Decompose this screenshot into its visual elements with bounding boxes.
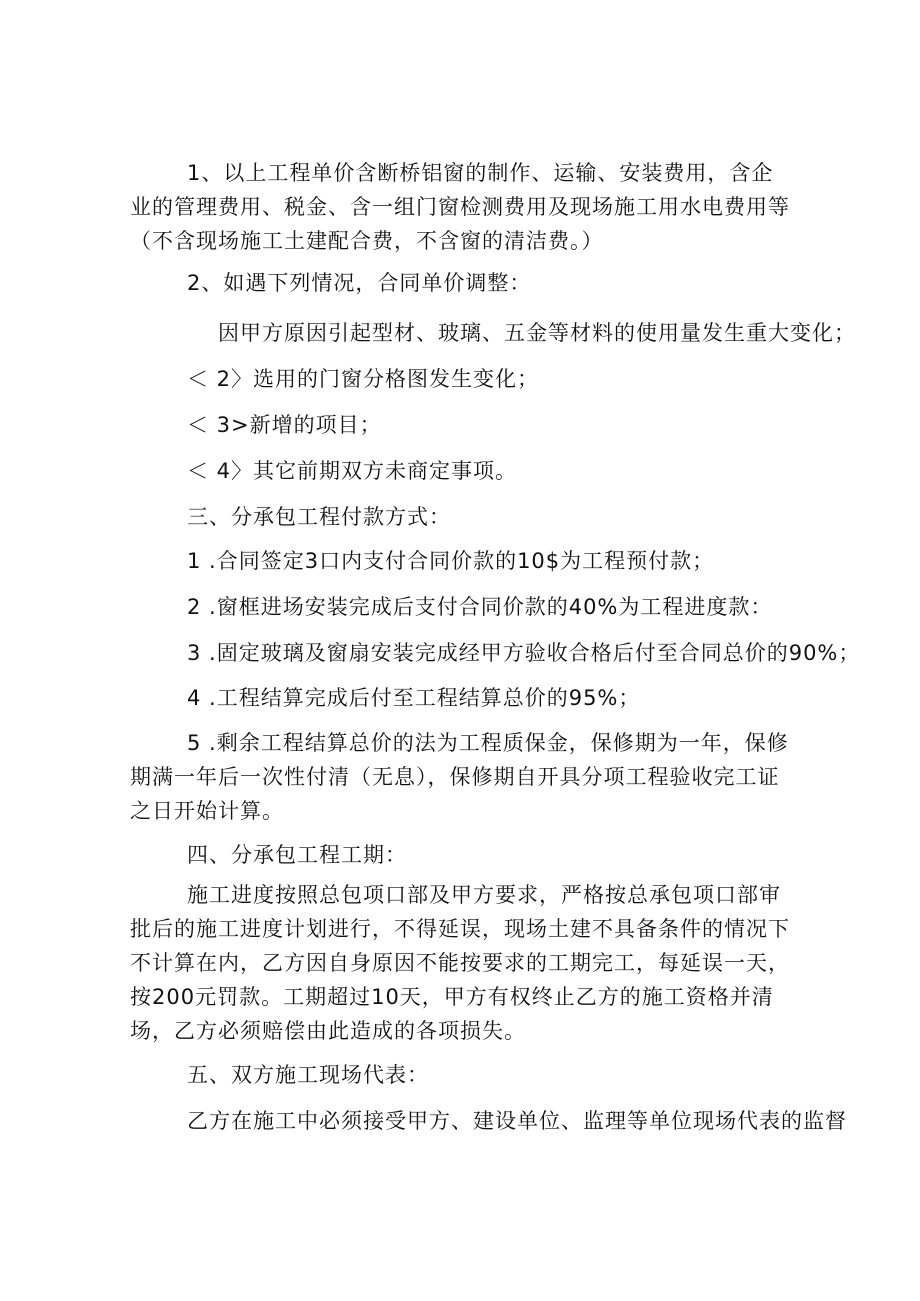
payment-item-5: 5 .剩余工程结算总价的法为工程质保金，保修期为一年，保修期满一年后一次性付清（无息），保修期自开具分项工程验收完工证之日开始计算。 (130, 731, 789, 823)
schedule-paragraph: 施工进度按照总包项口部及甲方要求，严格按总承包项口部审批后的施工进度计划进行，不得延误，现场土建不具备条件的情况下不计算在内，乙方因自身原因不能按要求的工期完工，每延误一天，按200元罚款。工期超过10天，甲方有权终止乙方的施工资格并清场，乙方必须赔偿由此造成的各项损失。 (130, 883, 790, 1043)
payment-item-1: 1 .合同签定3口内支付合同价款的10$为工程预付款； (187, 549, 715, 573)
representatives-paragraph: 乙方在施工中必须接受甲方、建设单位、监理等单位现场代表的监督 (187, 1109, 847, 1133)
adjust-item-4: ＜ 4〉其它前期双方未商定事项。 (187, 459, 518, 483)
adjust-item-2: ＜ 2〉选用的门窗分格图发生变化； (187, 367, 540, 391)
clause-2-price-adjustment: 2、如遇下列情况，合同单价调整： (187, 271, 532, 295)
payment-item-4: 4 .工程结算完成后付至工程结算总价的95%； (187, 686, 641, 710)
section-3-heading: 三、分承包工程付款方式： (187, 505, 451, 529)
clause-1-unit-price: 1、以上工程单价含断桥铝窗的制作、运输、安装费用，含企业的管理费用、税金、含一组门窗检测费用及现场施工用水电费用等（不含现场施工土建配合费，不含窗的清洁费。） (130, 161, 790, 253)
payment-item-2: 2 .窗框进场安装完成后支付合同价款的40%为工程进度款： (187, 595, 773, 619)
section-5-heading: 五、双方施工现场代表： (187, 1063, 429, 1087)
adjust-item-1: 因甲方原因引起型材、玻璃、五金等材料的使用量发生重大变化； (218, 321, 856, 345)
adjust-item-3: ＜ 3>新增的项目； (187, 413, 382, 437)
section-4-heading: 四、分承包工程工期： (187, 843, 407, 867)
payment-item-3: 3 .固定玻璃及窗扇安装完成经甲方验收合格后付至合同总价的90%； (187, 641, 861, 665)
